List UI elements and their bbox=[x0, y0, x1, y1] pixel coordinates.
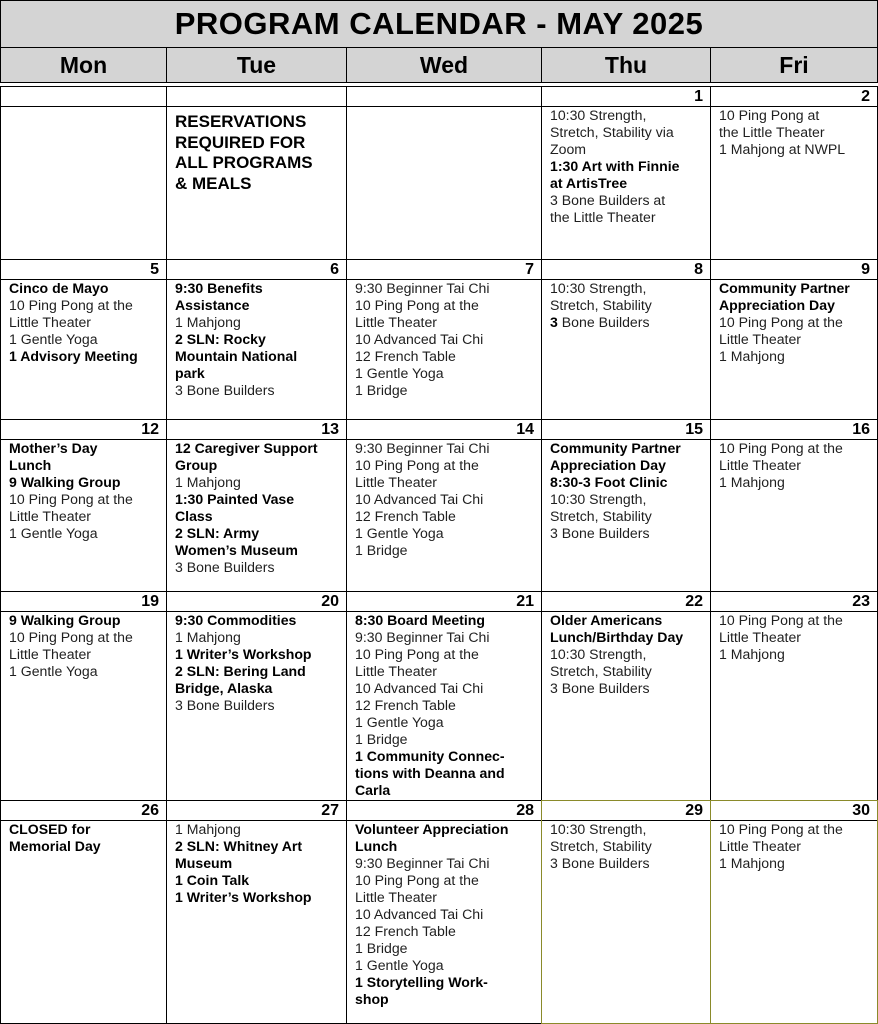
day-events bbox=[9, 280, 162, 365]
event-line: at ArtisTree bbox=[550, 175, 628, 191]
event-line: 1 Gentle Yoga bbox=[355, 957, 444, 973]
day-cell-tue bbox=[166, 419, 347, 592]
week-row bbox=[0, 259, 878, 420]
event-line: Lunch bbox=[355, 838, 398, 854]
day-cell-thu bbox=[541, 591, 711, 801]
event-line: 1 Mahjong bbox=[719, 855, 785, 871]
event-line: 9:30 Beginner Tai Chi bbox=[355, 440, 490, 456]
event-line: the Little Theater bbox=[719, 124, 825, 140]
event-line: 10:30 Strength, bbox=[550, 280, 647, 296]
event-line: 10 Advanced Tai Chi bbox=[355, 331, 484, 347]
day-number: 2 bbox=[711, 87, 877, 107]
day-cell-fri bbox=[710, 259, 878, 420]
event-line: 1 Mahjong bbox=[719, 348, 785, 364]
day-cell-fri bbox=[710, 800, 878, 1024]
day-cell-thu bbox=[541, 800, 711, 1024]
event-line: Older Americans bbox=[550, 612, 663, 628]
event-line: 9 Walking Group bbox=[9, 474, 121, 490]
day-cell-mon bbox=[0, 259, 167, 420]
event-line: 2 SLN: Whitney Art bbox=[175, 838, 303, 854]
day-cell-fri bbox=[710, 419, 878, 592]
day-cell-wed bbox=[346, 86, 542, 260]
event-line: 2 SLN: Rocky bbox=[175, 331, 266, 347]
event-line: the Little Theater bbox=[550, 209, 656, 225]
event-line: Cinco de Mayo bbox=[9, 280, 109, 296]
event-line: 3 Bone Builders bbox=[175, 559, 275, 575]
day-events bbox=[175, 280, 342, 399]
event-line: Community Partner bbox=[719, 280, 850, 296]
event-line: 3 Bone Builders bbox=[550, 855, 650, 871]
event-line bbox=[550, 314, 706, 331]
day-number: 28 bbox=[347, 801, 541, 821]
event-line: 3 Bone Builders bbox=[175, 697, 275, 713]
event-line: Little Theater bbox=[9, 314, 92, 330]
event-line: Little Theater bbox=[355, 889, 438, 905]
event-line: 1 Mahjong at NWPL bbox=[719, 141, 846, 157]
day-events bbox=[550, 612, 706, 697]
event-line: Stretch, Stability bbox=[550, 297, 652, 313]
event-line: 9:30 Beginner Tai Chi bbox=[355, 280, 490, 296]
event-line: Group bbox=[175, 457, 218, 473]
day-events bbox=[9, 821, 162, 855]
event-line: 12 Caregiver Support bbox=[175, 440, 318, 456]
day-number: 8 bbox=[542, 260, 710, 280]
event-line: 12 French Table bbox=[355, 697, 456, 713]
day-events bbox=[355, 821, 537, 1008]
reservations-notice bbox=[175, 112, 313, 194]
event-line: 10:30 Strength, bbox=[550, 491, 647, 507]
event-line: Appreciation Day bbox=[550, 457, 666, 473]
day-cell-wed bbox=[346, 591, 542, 801]
event-line: 10:30 Strength, bbox=[550, 646, 647, 662]
day-number: 15 bbox=[542, 420, 710, 440]
day-events bbox=[175, 612, 342, 714]
event-line: Little Theater bbox=[719, 838, 802, 854]
event-line: 12 French Table bbox=[355, 923, 456, 939]
weekday-header-wed: Wed bbox=[346, 47, 542, 83]
event-line: Lunch bbox=[9, 457, 52, 473]
event-line: 12 French Table bbox=[355, 348, 456, 364]
weekday-header-thu: Thu bbox=[541, 47, 711, 83]
event-line: 1 Writer’s Workshop bbox=[175, 889, 312, 905]
event-line: Carla bbox=[355, 782, 391, 798]
week-row bbox=[0, 591, 878, 801]
event-line: 1 Storytelling Work- bbox=[355, 974, 488, 990]
day-events bbox=[175, 440, 342, 576]
event-line: 10 Advanced Tai Chi bbox=[355, 680, 484, 696]
event-line: 3 Bone Builders bbox=[550, 525, 650, 541]
event-line: 10:30 Strength, bbox=[550, 821, 647, 837]
week-row bbox=[0, 419, 878, 592]
event-line: Museum bbox=[175, 855, 233, 871]
event-line: Stretch, Stability bbox=[550, 838, 652, 854]
weekday-header-mon: Mon bbox=[0, 47, 167, 83]
event-line: 1 Community Connec- bbox=[355, 748, 505, 764]
day-number: 20 bbox=[167, 592, 346, 612]
event-line: Assistance bbox=[175, 297, 250, 313]
day-events bbox=[719, 821, 873, 872]
day-number: 9 bbox=[711, 260, 877, 280]
event-line: 1 Mahjong bbox=[175, 821, 241, 837]
day-number: 29 bbox=[542, 801, 710, 821]
event-line-bold-prefix: 3 bbox=[550, 314, 558, 330]
event-line: 12 French Table bbox=[355, 508, 456, 524]
day-events bbox=[355, 612, 537, 799]
day-events bbox=[550, 107, 706, 226]
day-cell-tue bbox=[166, 591, 347, 801]
event-line: 1 Bridge bbox=[355, 542, 408, 558]
event-line: 1 Coin Talk bbox=[175, 872, 250, 888]
day-cell-wed bbox=[346, 419, 542, 592]
event-line: 10 Ping Pong at the bbox=[9, 491, 133, 507]
day-events bbox=[719, 107, 873, 158]
event-line: 1 Mahjong bbox=[719, 474, 785, 490]
event-line: Zoom bbox=[550, 141, 587, 157]
day-number: 21 bbox=[347, 592, 541, 612]
event-line: 1:30 Painted Vase bbox=[175, 491, 295, 507]
day-number: 12 bbox=[1, 420, 166, 440]
day-events bbox=[355, 280, 537, 399]
day-number: 6 bbox=[167, 260, 346, 280]
event-line: 10 Ping Pong at the bbox=[9, 297, 133, 313]
notice-line: REQUIRED FOR bbox=[175, 132, 306, 152]
day-events bbox=[719, 612, 873, 663]
event-line: 10 Advanced Tai Chi bbox=[355, 906, 484, 922]
day-number: 23 bbox=[711, 592, 877, 612]
event-line: 10 Ping Pong at the bbox=[355, 646, 479, 662]
day-cell-thu bbox=[541, 419, 711, 592]
day-cell-wed bbox=[346, 800, 542, 1024]
event-line: tions with Deanna and bbox=[355, 765, 505, 781]
day-number: 5 bbox=[1, 260, 166, 280]
day-number: 30 bbox=[711, 801, 877, 821]
weekday-header-fri: Fri bbox=[710, 47, 878, 83]
day-cell-fri bbox=[710, 86, 878, 260]
day-cell-thu bbox=[541, 259, 711, 420]
event-line: 1 Gentle Yoga bbox=[9, 663, 98, 679]
event-line: Little Theater bbox=[355, 314, 438, 330]
event-line: 9:30 Beginner Tai Chi bbox=[355, 855, 490, 871]
day-number bbox=[1, 87, 166, 107]
day-number bbox=[347, 87, 541, 107]
event-line-rest: Bone Builders bbox=[557, 314, 650, 330]
event-line: Mountain National bbox=[175, 348, 298, 364]
day-number: 19 bbox=[1, 592, 166, 612]
notice-line: & MEALS bbox=[175, 173, 252, 193]
day-number: 13 bbox=[167, 420, 346, 440]
day-cell-tue bbox=[166, 259, 347, 420]
event-line: 1 Gentle Yoga bbox=[9, 331, 98, 347]
calendar-title: PROGRAM CALENDAR - MAY 2025 bbox=[0, 0, 878, 47]
day-number: 7 bbox=[347, 260, 541, 280]
event-line: 1 Bridge bbox=[355, 731, 408, 747]
event-line: 1 Advisory Meeting bbox=[9, 348, 138, 364]
day-events bbox=[9, 440, 162, 542]
day-number: 14 bbox=[347, 420, 541, 440]
day-events bbox=[550, 280, 706, 331]
day-events bbox=[719, 440, 873, 491]
event-line: Lunch/Birthday Day bbox=[550, 629, 684, 645]
event-line: 1 Writer’s Workshop bbox=[175, 646, 312, 662]
day-number bbox=[167, 87, 346, 107]
event-line: 10 Ping Pong at the bbox=[719, 821, 843, 837]
day-events bbox=[550, 821, 706, 872]
event-line: Women’s Museum bbox=[175, 542, 298, 558]
event-line: 10 Ping Pong at the bbox=[719, 612, 843, 628]
event-line: park bbox=[175, 365, 205, 381]
event-line: 10 Ping Pong at the bbox=[719, 314, 843, 330]
day-number: 26 bbox=[1, 801, 166, 821]
weekday-header-tue: Tue bbox=[166, 47, 347, 83]
day-cell-wed bbox=[346, 259, 542, 420]
event-line: 1 Gentle Yoga bbox=[9, 525, 98, 541]
event-line: Community Partner bbox=[550, 440, 681, 456]
event-line: 1 Gentle Yoga bbox=[355, 365, 444, 381]
event-line: 1 Gentle Yoga bbox=[355, 525, 444, 541]
event-line: 10 Ping Pong at the bbox=[719, 440, 843, 456]
event-line: 1 Mahjong bbox=[175, 314, 241, 330]
event-line: Memorial Day bbox=[9, 838, 101, 854]
event-line: Little Theater bbox=[355, 474, 438, 490]
day-cell-tue bbox=[166, 800, 347, 1024]
event-line: 10 Ping Pong at bbox=[719, 107, 820, 123]
week-row bbox=[0, 800, 878, 1024]
week-row bbox=[0, 86, 878, 260]
event-line: 1 Gentle Yoga bbox=[355, 714, 444, 730]
day-number: 1 bbox=[542, 87, 710, 107]
day-events bbox=[550, 440, 706, 542]
day-events bbox=[355, 440, 537, 559]
event-line: Little Theater bbox=[9, 646, 92, 662]
event-line: 10 Ping Pong at the bbox=[355, 872, 479, 888]
event-line: Stretch, Stability via bbox=[550, 124, 674, 140]
day-events bbox=[719, 280, 873, 365]
event-line: Bridge, Alaska bbox=[175, 680, 273, 696]
event-line: 3 Bone Builders bbox=[175, 382, 275, 398]
event-line: 9:30 Commodities bbox=[175, 612, 297, 628]
notice-line: RESERVATIONS bbox=[175, 112, 307, 131]
event-line: Little Theater bbox=[719, 629, 802, 645]
event-line: Class bbox=[175, 508, 213, 524]
event-line: Stretch, Stability bbox=[550, 508, 652, 524]
event-line: 1 Mahjong bbox=[175, 629, 241, 645]
event-line: 8:30 Board Meeting bbox=[355, 612, 486, 628]
day-events bbox=[175, 821, 342, 906]
notice-line: ALL PROGRAMS bbox=[175, 153, 313, 172]
event-line: Little Theater bbox=[719, 457, 802, 473]
day-cell-mon bbox=[0, 419, 167, 592]
day-number: 27 bbox=[167, 801, 346, 821]
event-line: 9:30 Beginner Tai Chi bbox=[355, 629, 490, 645]
event-line: 1 Bridge bbox=[355, 940, 408, 956]
event-line: Mother’s Day bbox=[9, 440, 98, 456]
day-cell-fri bbox=[710, 591, 878, 801]
day-cell-mon bbox=[0, 86, 167, 260]
day-number: 22 bbox=[542, 592, 710, 612]
event-line: 2 SLN: Army bbox=[175, 525, 260, 541]
event-line: 1:30 Art with Finnie bbox=[550, 158, 680, 174]
event-line: 9 Walking Group bbox=[9, 612, 121, 628]
day-number: 16 bbox=[711, 420, 877, 440]
event-line: shop bbox=[355, 991, 389, 1007]
event-line: Volunteer Appreciation bbox=[355, 821, 509, 837]
event-line: 1 Mahjong bbox=[719, 646, 785, 662]
event-line: 8:30-3 Foot Clinic bbox=[550, 474, 668, 490]
event-line: Little Theater bbox=[355, 663, 438, 679]
day-cell-mon bbox=[0, 591, 167, 801]
event-line: 3 Bone Builders bbox=[550, 680, 650, 696]
event-line: 1 Mahjong bbox=[175, 474, 241, 490]
event-line: 9:30 Benefits bbox=[175, 280, 263, 296]
event-line: Stretch, Stability bbox=[550, 663, 652, 679]
day-cell-thu bbox=[541, 86, 711, 260]
event-line: Appreciation Day bbox=[719, 297, 835, 313]
event-line: 10:30 Strength, bbox=[550, 107, 647, 123]
event-line: 1 Bridge bbox=[355, 382, 408, 398]
weekday-header-row bbox=[0, 47, 878, 85]
day-cell-mon bbox=[0, 800, 167, 1024]
event-line: 3 Bone Builders at bbox=[550, 192, 666, 208]
event-line: 10 Ping Pong at the bbox=[355, 297, 479, 313]
event-line: 10 Advanced Tai Chi bbox=[355, 491, 484, 507]
event-line: 10 Ping Pong at the bbox=[355, 457, 479, 473]
event-line: Little Theater bbox=[719, 331, 802, 347]
event-line: Little Theater bbox=[9, 508, 92, 524]
day-events bbox=[9, 612, 162, 680]
event-line: 2 SLN: Bering Land bbox=[175, 663, 306, 679]
event-line: 10 Ping Pong at the bbox=[9, 629, 133, 645]
event-line: CLOSED for bbox=[9, 821, 91, 837]
